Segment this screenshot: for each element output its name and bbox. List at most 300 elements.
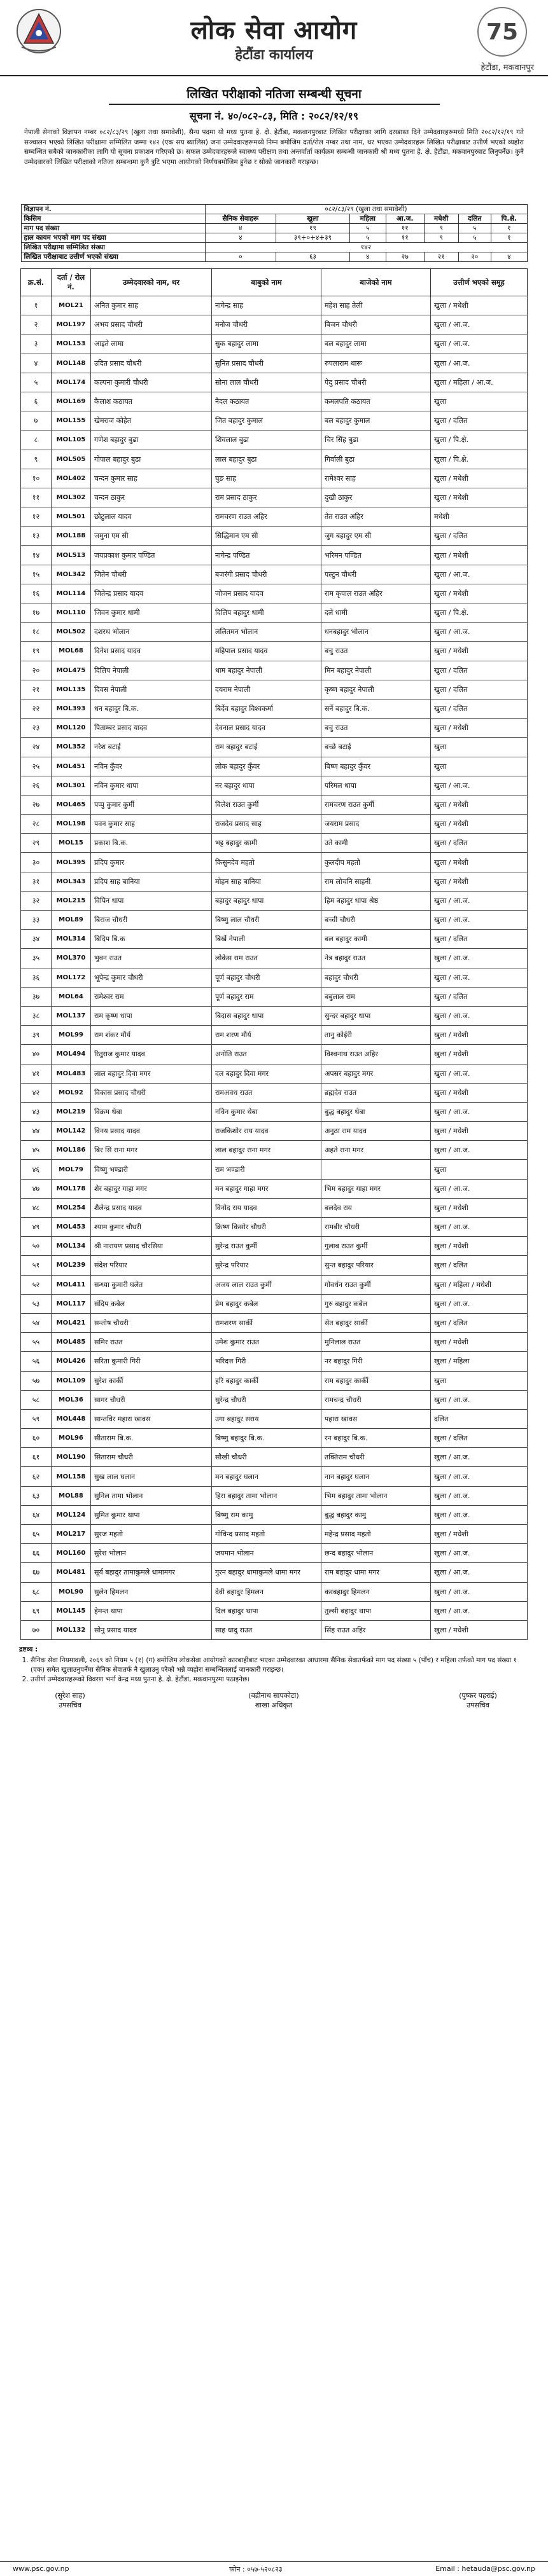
summary-cell: मधेशी	[424, 214, 458, 224]
father-cell: सुक बहादुर लामा	[212, 334, 321, 354]
summary-label: माग पद संख्या	[21, 224, 205, 233]
table-row	[21, 334, 528, 354]
father-cell: नर बहादुर धापा	[212, 776, 321, 795]
roll-cell: MOL190	[52, 1448, 91, 1467]
grandfather-cell: ब्रह्मदेव राउत	[321, 1083, 431, 1102]
table-row	[21, 661, 528, 680]
group-cell: खुला / मधेशी	[431, 546, 528, 565]
grandfather-cell: करबहादुर हिमलन	[321, 1582, 431, 1601]
table-row	[21, 1563, 528, 1582]
grandfather-cell: तानु कोईरी	[321, 1026, 431, 1045]
father-cell: जित बहादुर कुमाल	[212, 411, 321, 430]
roll-cell: MOL501	[52, 507, 91, 527]
roll-cell: MOL239	[52, 1256, 91, 1275]
grandfather-cell: सर्ने बहादुर बि.क.	[321, 699, 431, 718]
father-cell: रामशरण सार्की	[212, 1313, 321, 1332]
summary-cell: महिला	[349, 214, 386, 224]
table-row	[21, 1064, 528, 1083]
father-cell: मन बहादुर घलान	[212, 1467, 321, 1486]
roll-cell: MOL481	[52, 1563, 91, 1582]
grandfather-cell: कमलपति कठायत	[321, 392, 431, 411]
father-cell: सोना लाल चौधरी	[212, 373, 321, 392]
group-cell: खुला / मधेशी	[431, 1333, 528, 1352]
group-cell: खुला / मधेशी	[431, 795, 528, 814]
name-cell: जितेन्द्र प्रसाद यादव	[91, 584, 212, 603]
serial-cell: ३	[21, 334, 52, 354]
table-row	[21, 584, 528, 603]
table-row	[21, 1352, 528, 1371]
summary-cell: सैनिक सेवाहरू	[205, 214, 276, 224]
roll-cell: MOL483	[52, 1064, 91, 1083]
serial-cell: ४७	[21, 1179, 52, 1198]
name-cell: बिराज चौधरी	[91, 911, 212, 930]
roll-cell: MOL342	[52, 565, 91, 584]
table-row	[21, 738, 528, 757]
table-row	[21, 1620, 528, 1639]
roll-cell: MOL110	[52, 603, 91, 623]
grandfather-cell: बलदेव राय	[321, 1198, 431, 1217]
father-cell: दल बहादुर दिवा मगर	[212, 1064, 321, 1083]
summary-table	[21, 204, 528, 262]
summary-cell: ९	[424, 233, 458, 243]
roll-cell: MOL132	[52, 1620, 91, 1639]
group-cell: खुला / आ.ज.	[431, 1563, 528, 1582]
roll-cell: MOL513	[52, 546, 91, 565]
grandfather-cell: बुद्ध बहादुर कामु	[321, 1505, 431, 1524]
father-cell: रामअवध राउत	[212, 1083, 321, 1102]
grandfather-cell: सुन्त बहादुर परियार	[321, 1256, 431, 1275]
grandfather-cell: मुनिलाल राउत	[321, 1333, 431, 1352]
name-cell: सुरेश भोलान	[91, 1544, 212, 1563]
table-row	[21, 488, 528, 507]
summary-label: हाल कायम भएको माग पद संख्या	[21, 233, 205, 243]
name-cell: प्रदिप साह बानिया	[91, 872, 212, 891]
grandfather-cell: पहारा खावस	[321, 1409, 431, 1428]
father-cell: बिष्णु राम कामु	[212, 1505, 321, 1524]
grandfather-cell: रन बहादुर बि.क.	[321, 1429, 431, 1448]
notice-title: लिखित परीक्षाको नतिजा सम्बन्धी सूचना	[109, 85, 440, 105]
grandfather-cell: बच्छे बटाई	[321, 738, 431, 757]
group-cell: खुला / मधेशी	[431, 1026, 528, 1045]
table-row	[21, 296, 528, 315]
summary-cell: २१	[424, 252, 458, 262]
serial-cell: ३९	[21, 1026, 52, 1045]
serial-cell: १२	[21, 507, 52, 527]
summary-cell: ६३	[276, 252, 350, 262]
serial-cell: १०	[21, 469, 52, 488]
table-row	[21, 815, 528, 834]
name-cell: छोटुलाल यादव	[91, 507, 212, 527]
roll-cell: MOL79	[52, 1160, 91, 1179]
serial-cell: ६९	[21, 1601, 52, 1620]
grandfather-cell: बिष्ण बहादुर कुँवर	[321, 757, 431, 776]
group-cell: खुला / मधेशी	[431, 1122, 528, 1141]
serial-cell: २५	[21, 757, 52, 776]
father-cell: राम बहादुर बटाई	[212, 738, 321, 757]
name-cell: खेमराज कोहेत	[91, 411, 212, 430]
table-row	[21, 1006, 528, 1025]
table-row	[21, 1467, 528, 1486]
group-cell: खुला / पि.क्षे.	[431, 603, 528, 623]
summary-label: किसिम	[21, 214, 205, 224]
name-cell: अनित कुमार साह	[91, 296, 212, 315]
name-cell: नविन कुमार धापा	[91, 776, 212, 795]
roll-cell: MOL114	[52, 584, 91, 603]
group-cell: खुला	[431, 1371, 528, 1390]
father-cell: साह धादु राउत	[212, 1620, 321, 1639]
father-cell: किसुनदेव महतो	[212, 853, 321, 872]
grandfather-cell: कुलदीप महतो	[321, 853, 431, 872]
grandfather-cell: महेन्द्र प्रसाद महतो	[321, 1525, 431, 1544]
signature-name: (बद्रीनाथ सापकोटा)	[248, 1691, 299, 1700]
group-cell: खुला / दलित	[431, 411, 528, 430]
grandfather-cell: गुलाब राउत कुर्मी	[321, 1237, 431, 1256]
grandfather-cell: रामचन्द्र चौधरी	[321, 1390, 431, 1409]
group-cell: खुला / दलित	[431, 930, 528, 949]
roll-cell: MOL120	[52, 719, 91, 738]
grandfather-cell: नेत्र बहादुर राउत	[321, 949, 431, 968]
name-cell: पवन कुमार साह	[91, 815, 212, 834]
father-cell: राम शरण मौर्य	[212, 1026, 321, 1045]
group-cell: खुला / दलित	[431, 1429, 528, 1448]
serial-cell: ७०	[21, 1620, 52, 1639]
serial-cell: ५१	[21, 1256, 52, 1275]
signature-title: उपसचिव	[467, 1701, 489, 1710]
roll-cell: MOL89	[52, 911, 91, 930]
serial-cell: ६१	[21, 1448, 52, 1467]
summary-cell: ४	[349, 252, 386, 262]
grandfather-cell: अपसर बहादुर मगर	[321, 1064, 431, 1083]
table-row	[21, 911, 528, 930]
roll-cell: MOL117	[52, 1294, 91, 1313]
roll-cell: MOL186	[52, 1141, 91, 1160]
summary-cell: २०	[458, 252, 491, 262]
group-cell: खुला / आ.ज.	[431, 891, 528, 910]
serial-cell: ३३	[21, 911, 52, 930]
name-cell: सन्ध्या कुमारी घलेत	[91, 1275, 212, 1294]
name-cell: सुख लाल घलान	[91, 1467, 212, 1486]
group-cell: खुला / दलित	[431, 699, 528, 718]
group-cell: खुला / दलित	[431, 527, 528, 546]
table-row	[21, 1429, 528, 1448]
grandfather-cell: मिन बहादुर नेपाली	[321, 661, 431, 680]
serial-cell: ४४	[21, 1122, 52, 1141]
serial-cell: १६	[21, 584, 52, 603]
serial-cell: ६६	[21, 1544, 52, 1563]
signature-title: शाखा अधिकृत	[255, 1701, 293, 1710]
group-cell: खुला / महिला / मधेशी	[431, 1275, 528, 1294]
summary-cell: ४	[205, 233, 276, 243]
name-cell: दिनेश प्रसाद यादव	[91, 642, 212, 661]
name-cell: विक्रम थेबा	[91, 1102, 212, 1121]
table-row	[21, 565, 528, 584]
group-cell: खुला / आ.ज.	[431, 1006, 528, 1025]
father-cell: विलेश राउत कुर्मी	[212, 795, 321, 814]
name-cell: विकास प्रसाद चौधरी	[91, 1083, 212, 1102]
serial-cell: ३५	[21, 949, 52, 968]
father-cell: राजकिशोर राय यादव	[212, 1122, 321, 1141]
table-row	[21, 373, 528, 392]
serial-cell: ४१	[21, 1064, 52, 1083]
group-cell: खुला / आ.ज.	[431, 1294, 528, 1313]
group-cell: खुला / मधेशी	[431, 1620, 528, 1639]
name-cell: अभय प्रसाद चौधरी	[91, 315, 212, 334]
roll-cell: MOL172	[52, 968, 91, 987]
roll-cell: MOL198	[52, 815, 91, 834]
anniversary-number: 75	[486, 19, 519, 45]
serial-cell: १	[21, 296, 52, 315]
serial-cell: १७	[21, 603, 52, 623]
father-cell: मन बहादुर गाहा मगर	[212, 1179, 321, 1198]
father-cell: घुङ साह	[212, 469, 321, 488]
name-cell: कल्पना कुमारी चौधरी	[91, 373, 212, 392]
father-cell: गोविन्द प्रसाद महतो	[212, 1525, 321, 1544]
roll-cell: MOL475	[52, 661, 91, 680]
roll-cell: MOL395	[52, 853, 91, 872]
summary-cell: १	[491, 233, 527, 243]
father-cell: लाल बहादुर राना मगर	[212, 1141, 321, 1160]
footer-phone: फोन : ०५७-५२०८२३	[229, 2565, 283, 2573]
grandfather-cell: रामचरण राउत कुर्मी	[321, 795, 431, 814]
grandfather-cell: पेदु प्रसाद चौधरी	[321, 373, 431, 392]
grandfather-cell: सुन्दर बहादुर धापा	[321, 1006, 431, 1025]
father-cell: सिद्धिमान एम सी	[212, 527, 321, 546]
table-row	[21, 623, 528, 642]
father-cell: नागेन्द्र साह	[212, 296, 321, 315]
table-row	[21, 949, 528, 968]
summary-row	[21, 233, 527, 243]
group-cell: खुला	[431, 738, 528, 757]
name-cell: श्री नारायण प्रसाद चौरसिया	[91, 1237, 212, 1256]
serial-cell: ४०	[21, 1045, 52, 1064]
name-cell: संदेश परियार	[91, 1256, 212, 1275]
table-row	[21, 699, 528, 718]
grandfather-cell: बल बहादुर कामी	[321, 930, 431, 949]
serial-cell: ४३	[21, 1102, 52, 1121]
summary-label: लिखित परीक्षामा सम्मिलित संख्या	[21, 243, 205, 252]
name-cell: सोनु प्रसाद यादव	[91, 1620, 212, 1639]
group-cell: खुला / मधेशी	[431, 642, 528, 661]
roll-cell: MOL343	[52, 872, 91, 891]
summary-row	[21, 214, 527, 224]
serial-cell: १४	[21, 546, 52, 565]
summary-cell: १४२	[205, 243, 527, 252]
serial-cell: ५	[21, 373, 52, 392]
name-cell: शैलेन्द्र प्रसाद यादव	[91, 1198, 212, 1217]
grandfather-cell: तुल्सी बहादुर थापा	[321, 1601, 431, 1620]
grandfather-cell: धनबहादुर भोलान	[321, 623, 431, 642]
grandfather-cell: बच्ची चौधरी	[321, 911, 431, 930]
grandfather-cell: दुखी ठाकुर	[321, 488, 431, 507]
serial-cell: ६२	[21, 1467, 52, 1486]
roll-cell: MOL92	[52, 1083, 91, 1102]
father-cell: शिवलाल बुढा	[212, 430, 321, 450]
name-cell: विपिन धापा	[91, 891, 212, 910]
father-cell: देवनाल प्रसाद यादव	[212, 719, 321, 738]
serial-cell: ५८	[21, 1390, 52, 1409]
serial-cell: ५५	[21, 1333, 52, 1352]
name-cell: सान्तविर महारा खावस	[91, 1409, 212, 1428]
serial-cell: २	[21, 315, 52, 334]
table-row	[21, 507, 528, 527]
serial-cell: ४	[21, 354, 52, 373]
table-row	[21, 1333, 528, 1352]
group-cell: खुला / मधेशी	[431, 584, 528, 603]
serial-cell: १८	[21, 623, 52, 642]
group-cell: खुला / मधेशी	[431, 1525, 528, 1544]
table-row	[21, 546, 528, 565]
grandfather-cell: अनुठा राम यादव	[321, 1122, 431, 1141]
table-row	[21, 430, 528, 450]
grandfather-cell: राम कृपाल राउत अहिर	[321, 584, 431, 603]
serial-cell: ७	[21, 411, 52, 430]
grandfather-cell: पल्टुन चौधरी	[321, 565, 431, 584]
table-row	[21, 680, 528, 699]
roll-cell: MOL393	[52, 699, 91, 718]
organization-name: लोक सेवा आयोग	[190, 16, 358, 45]
footer-website: www.psc.gov.np	[13, 2565, 69, 2573]
name-cell: भूपेन्द्र कुमार चौधरी	[91, 968, 212, 987]
group-cell: खुला / मधेशी	[431, 488, 528, 507]
name-cell: गणेश बहादुर बुढा	[91, 430, 212, 450]
grandfather-cell: बचु राउत	[321, 642, 431, 661]
serial-cell: ६	[21, 392, 52, 411]
roll-cell: MOL148	[52, 354, 91, 373]
roll-cell: MOL64	[52, 987, 91, 1006]
serial-cell: ५४	[21, 1313, 52, 1332]
group-cell: खुला / आ.ज.	[431, 315, 528, 334]
roll-cell: MOL169	[52, 392, 91, 411]
grandfather-cell: रुपलाराम थारू	[321, 354, 431, 373]
note-item: 2. उत्तीर्ण उम्मेदवारहरूको विवरण भर्ना केन्द्र मध्य पुतना हे. क्षे. हेटौंडा, मकवानपुरमा पठाइनेछ।	[31, 1675, 529, 1684]
roll-cell: MOL254	[52, 1198, 91, 1217]
column-header: दर्ता / रोल नं.	[52, 269, 91, 296]
summary-cell: आ.ज.	[386, 214, 424, 224]
summary-cell: ५	[458, 233, 491, 243]
name-cell: रामेश्वर राम	[91, 987, 212, 1006]
table-row	[21, 776, 528, 795]
column-header: बाजेको नाम	[321, 269, 431, 296]
grandfather-cell: अहते राना मगर	[321, 1141, 431, 1160]
name-cell: राम कृष्ण धापा	[91, 1006, 212, 1025]
father-cell: देवी बहादुर हिमलन	[212, 1582, 321, 1601]
signature-2	[223, 1691, 325, 1710]
roll-cell: MOL188	[52, 527, 91, 546]
name-cell: सुलेन हिमलन	[91, 1582, 212, 1601]
father-cell: सुरेन्द्र राउत कुर्मी	[212, 1237, 321, 1256]
table-row	[21, 1237, 528, 1256]
group-cell: खुला / पि.क्षे.	[431, 430, 528, 450]
roll-cell: MOL411	[52, 1275, 91, 1294]
summary-row	[21, 243, 527, 252]
signature-name: (सुरेश साह)	[55, 1691, 85, 1700]
name-cell: जयप्रकाश कुमार पण्डित	[91, 546, 212, 565]
table-row	[21, 1371, 528, 1390]
roll-cell: MOL215	[52, 891, 91, 910]
grandfather-cell: नर बहादुर गिरी	[321, 1352, 431, 1371]
name-cell: गोपाल बहादुर बुढा	[91, 450, 212, 469]
grandfather-cell: बल बहादुर लामा	[321, 334, 431, 354]
group-cell: खुला / आ.ज.	[431, 1448, 528, 1467]
father-cell: महिपाल प्रसाद यादव	[212, 642, 321, 661]
father-cell: बिष्णु लाल चौधरी	[212, 911, 321, 930]
table-row	[21, 1160, 528, 1179]
father-cell: जोजन प्रसाद यादव	[212, 584, 321, 603]
father-cell: दिलिप बहादुर धामी	[212, 603, 321, 623]
father-cell: नागेन्द्र पण्डित	[212, 546, 321, 565]
table-row	[21, 930, 528, 949]
summary-cell: १९	[276, 224, 350, 233]
table-row	[21, 354, 528, 373]
group-cell: खुला / आ.ज.	[431, 1505, 528, 1524]
father-cell: अजय लाल राउत कुर्मी	[212, 1275, 321, 1294]
name-cell: उदित प्रसाद चौधरी	[91, 354, 212, 373]
grandfather-cell: भरिमन पण्डित	[321, 546, 431, 565]
father-cell: राजदेव प्रसाद साह	[212, 815, 321, 834]
table-row	[21, 1448, 528, 1467]
table-row	[21, 1045, 528, 1064]
grandfather-cell: विश्वनाथ राउत अहिर	[321, 1045, 431, 1064]
group-cell: खुला / आ.ज.	[431, 1390, 528, 1409]
group-cell: खुला / आ.ज.	[431, 565, 528, 584]
father-cell: विनोद राय यादव	[212, 1198, 321, 1217]
roll-cell: MOL68	[52, 642, 91, 661]
roll-cell: MOL21	[52, 296, 91, 315]
group-cell: खुला / आ.ज.	[431, 1601, 528, 1620]
name-cell: बिर सिं राना मगर	[91, 1141, 212, 1160]
notes-heading: द्रष्टव्य :	[19, 1646, 38, 1654]
table-row	[21, 1256, 528, 1275]
grandfather-cell: परिमल धापा	[321, 776, 431, 795]
grandfather-cell	[321, 1160, 431, 1179]
father-cell: मनोज चौधरी	[212, 315, 321, 334]
name-cell: श्याम कुमार चौधरी	[91, 1218, 212, 1237]
roll-cell: MOL352	[52, 738, 91, 757]
name-cell: जिवन कुमार धामी	[91, 603, 212, 623]
roll-cell: MOL99	[52, 1026, 91, 1045]
grandfather-cell: तेत राउत अहिर	[321, 507, 431, 527]
group-cell: मधेशी	[431, 507, 528, 527]
group-cell: खुला / आ.ज.	[431, 776, 528, 795]
name-cell: सागर चौधरी	[91, 1390, 212, 1409]
table-row	[21, 1179, 528, 1198]
name-cell: पिताम्बर प्रसाद यादव	[91, 719, 212, 738]
grandfather-cell: राम बहादुर धामा मगर	[321, 1563, 431, 1582]
serial-cell: ४८	[21, 1198, 52, 1217]
roll-cell: MOL421	[52, 1313, 91, 1332]
summary-cell: दलित	[458, 214, 491, 224]
name-cell: नविन कुँवर	[91, 757, 212, 776]
serial-cell: २६	[21, 776, 52, 795]
table-row	[21, 450, 528, 469]
father-cell: रामचरण राउत अहिर	[212, 507, 321, 527]
group-cell: खुला / दलित	[431, 987, 528, 1006]
group-cell: खुला / आ.ज.	[431, 623, 528, 642]
name-cell: पप्पु कुमार कुर्मी	[91, 795, 212, 814]
table-row	[21, 1122, 528, 1141]
serial-cell: २९	[21, 834, 52, 853]
father-cell: लोकेस राम राउत	[212, 949, 321, 968]
father-cell: ललितमन भोलान	[212, 623, 321, 642]
roll-cell: MOL505	[52, 450, 91, 469]
table-row	[21, 1102, 528, 1121]
table-row	[21, 1026, 528, 1045]
summary-cell: ४	[491, 252, 527, 262]
grandfather-cell: भिम बहादुर गाहा मगर	[321, 1179, 431, 1198]
serial-cell: २४	[21, 738, 52, 757]
roll-cell: MOL134	[52, 1237, 91, 1256]
group-cell: खुला / आ.ज.	[431, 1102, 528, 1121]
